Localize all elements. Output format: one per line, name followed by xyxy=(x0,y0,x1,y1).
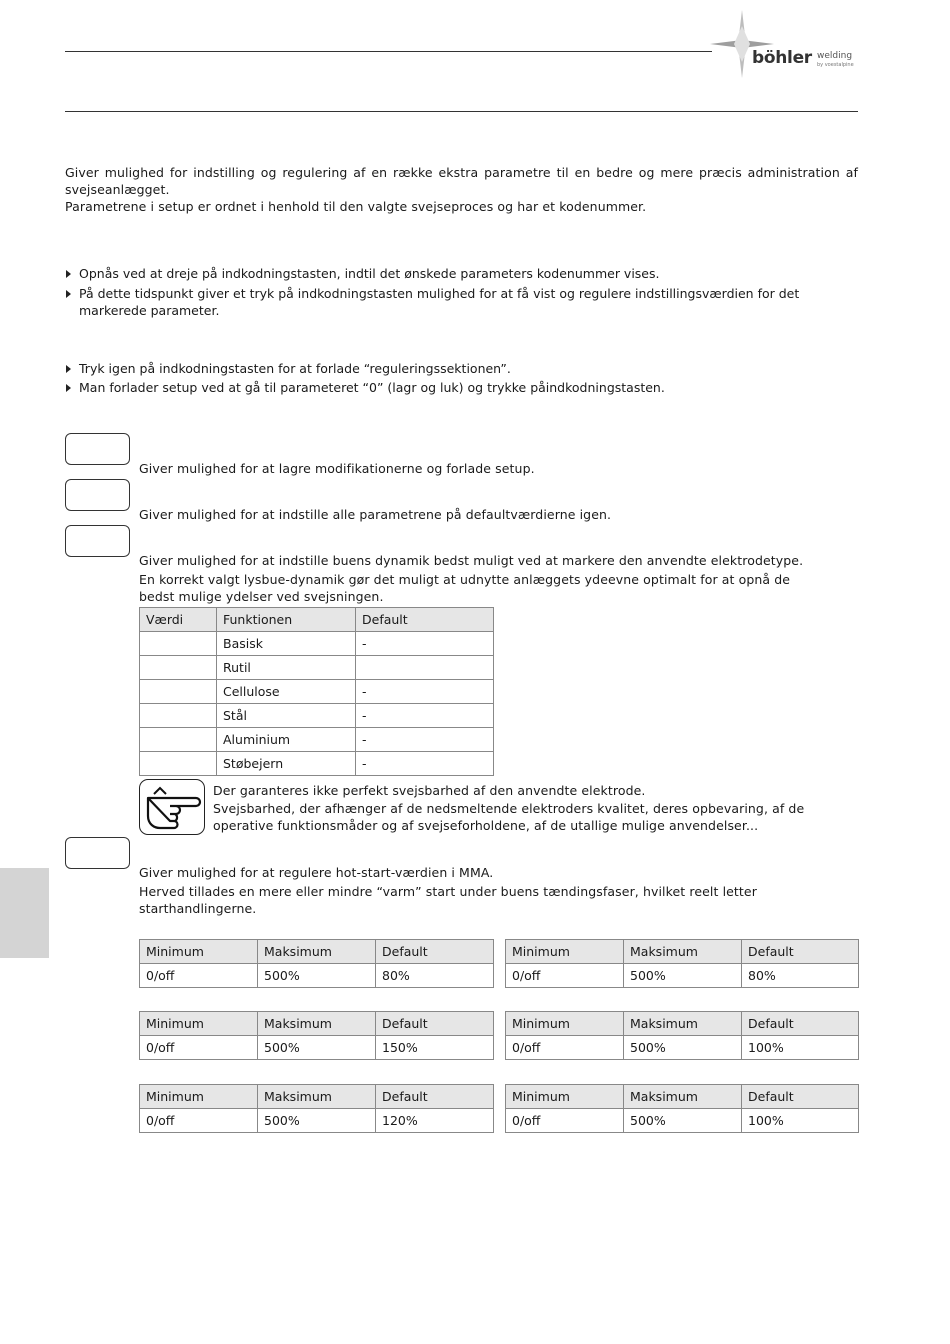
table-row xyxy=(140,728,494,752)
parameter-code-box xyxy=(65,479,130,511)
column-header: Default xyxy=(376,940,494,964)
range-table xyxy=(505,1011,859,1060)
range-table xyxy=(505,939,859,988)
bullet-item: På dette tidspunkt giver et tryk på indkodningstasten mulighed for at få vist og regulere indstillingsværdien for det markerede parameter. xyxy=(66,285,858,319)
param-3-description: Giver mulighed for at regulere hot-start-værdien i MMA. xyxy=(139,865,494,880)
column-header: Maksimum xyxy=(624,940,742,964)
table-cell: 500% xyxy=(258,1109,376,1133)
logo-subtitle: welding xyxy=(817,51,853,61)
table-cell: - xyxy=(356,680,494,704)
param-2-detail: En korrekt valgt lysbue-dynamik gør det muligt at udnytte anlæggets ydeevne optimalt for at opnå de bedst mulige ydelser ved svejsningen. xyxy=(139,572,791,604)
table-cell xyxy=(140,632,217,656)
bullet-arrow-icon xyxy=(66,270,71,278)
column-header: Maksimum xyxy=(258,1012,376,1036)
table-row xyxy=(506,964,859,988)
range-table xyxy=(139,1084,494,1133)
table-cell: - xyxy=(356,704,494,728)
table-cell: Cellulose xyxy=(217,680,356,704)
logo-tagline: by voestalpine xyxy=(817,62,854,68)
table-row xyxy=(140,1109,494,1133)
table-cell: 0/off xyxy=(506,1109,624,1133)
table-cell: 500% xyxy=(624,964,742,988)
table-cell xyxy=(140,752,217,776)
logo-star-icon xyxy=(706,8,776,80)
table-cell: 0/off xyxy=(140,1036,258,1060)
section-rule xyxy=(65,111,858,112)
table-row xyxy=(140,680,494,704)
table-cell: 0/off xyxy=(140,964,258,988)
table-cell xyxy=(140,728,217,752)
param-1-description: Giver mulighed for at indstille alle parametrene på defaultværdierne igen. xyxy=(139,507,612,522)
bullet-arrow-icon xyxy=(66,384,71,392)
table-cell xyxy=(140,680,217,704)
table-row xyxy=(140,632,494,656)
column-header: Default xyxy=(376,1012,494,1036)
table-cell: 150% xyxy=(376,1036,494,1060)
intro-paragraph-2: Parametrene i setup er ordnet i henhold til den valgte svejseproces og har et kodenummer. xyxy=(65,199,647,214)
table-cell: 0/off xyxy=(140,1109,258,1133)
range-table xyxy=(139,1011,494,1060)
note-icon-frame xyxy=(139,779,205,835)
table-row xyxy=(140,964,494,988)
table-row xyxy=(506,1036,859,1060)
column-header: Default xyxy=(376,1085,494,1109)
table-cell: 500% xyxy=(624,1109,742,1133)
column-header: Default xyxy=(356,608,494,632)
table-cell: - xyxy=(356,752,494,776)
table-cell: Basisk xyxy=(217,632,356,656)
column-header: Default xyxy=(742,1012,859,1036)
column-header: Minimum xyxy=(506,1012,624,1036)
column-header: Funktionen xyxy=(217,608,356,632)
table-cell: Rutil xyxy=(217,656,356,680)
bullet-arrow-icon xyxy=(66,365,71,373)
column-header: Maksimum xyxy=(258,940,376,964)
table-cell: Aluminium xyxy=(217,728,356,752)
table-cell: 500% xyxy=(258,964,376,988)
table-header-row xyxy=(140,608,494,632)
parameter-code-box xyxy=(65,837,130,869)
table-cell: Støbejern xyxy=(217,752,356,776)
table-cell: - xyxy=(356,728,494,752)
table-row xyxy=(140,1036,494,1060)
table-cell: 80% xyxy=(376,964,494,988)
table-row xyxy=(140,704,494,728)
param-0-description: Giver mulighed for at lagre modifikationerne og forlade setup. xyxy=(139,461,535,476)
note-line-1: Der garanteres ikke perfekt svejsbarhed af den anvendte elektrode. xyxy=(213,783,646,798)
column-header: Maksimum xyxy=(624,1012,742,1036)
table-cell: 100% xyxy=(742,1109,859,1133)
note-line-2: Svejsbarhed, der afhænger af de nedsmeltende elektroders kvalitet, deres opbevaring, af de operative funktionsmåder og af svejseforholdene, af de utallige mulige anvendelser... xyxy=(213,801,805,833)
range-table xyxy=(505,1084,859,1133)
table-cell xyxy=(356,656,494,680)
header-rule xyxy=(65,51,712,52)
column-header: Minimum xyxy=(140,1012,258,1036)
table-cell: 80% xyxy=(742,964,859,988)
table-cell xyxy=(140,656,217,680)
logo-wordmark: böhler xyxy=(752,48,812,68)
table-cell: 120% xyxy=(376,1109,494,1133)
column-header: Default xyxy=(742,940,859,964)
table-row xyxy=(506,1109,859,1133)
table-cell: 500% xyxy=(258,1036,376,1060)
parameter-code-box xyxy=(65,433,130,465)
column-header: Maksimum xyxy=(258,1085,376,1109)
table-cell: 500% xyxy=(624,1036,742,1060)
column-header: Minimum xyxy=(140,940,258,964)
column-header: Minimum xyxy=(506,1085,624,1109)
column-header: Maksimum xyxy=(624,1085,742,1109)
bullet-item: Opnås ved at dreje på indkodningstasten, indtil det ønskede parameters kodenummer vises. xyxy=(66,265,858,282)
bullet-item: Tryk igen på indkodningstasten for at forlade “reguleringssektionen”. xyxy=(66,360,858,377)
intro-paragraph-1: Giver mulighed for indstilling og regulering af en række ekstra parametre til en bedre og mere præcis administration af svejseanlægget. xyxy=(65,165,858,197)
bullet-item: Man forlader setup ved at gå til parameteret “0” (lagr og luk) og trykke påindkodningstasten. xyxy=(66,379,858,396)
table-cell: 0/off xyxy=(506,1036,624,1060)
range-table xyxy=(139,939,494,988)
parameter-code-box xyxy=(65,525,130,557)
param-3-detail: Herved tillades en mere eller mindre “varm” start under buens tændingsfaser, hvilket reelt letter starthandlingerne. xyxy=(139,884,757,916)
table-cell: - xyxy=(356,632,494,656)
table-row xyxy=(140,656,494,680)
column-header: Værdi xyxy=(140,608,217,632)
param-2-description: Giver mulighed for at indstille buens dynamik bedst muligt ved at markere den anvendte elektrodetype. xyxy=(139,553,804,568)
electrode-table xyxy=(139,607,494,776)
table-cell: 0/off xyxy=(506,964,624,988)
table-cell xyxy=(140,704,217,728)
table-cell: 100% xyxy=(742,1036,859,1060)
column-header: Minimum xyxy=(506,940,624,964)
column-header: Default xyxy=(742,1085,859,1109)
bullet-arrow-icon xyxy=(66,290,71,298)
table-row xyxy=(140,752,494,776)
column-header: Minimum xyxy=(140,1085,258,1109)
table-cell: Stål xyxy=(217,704,356,728)
chapter-tab xyxy=(0,868,49,958)
pointing-hand-icon xyxy=(140,780,204,834)
